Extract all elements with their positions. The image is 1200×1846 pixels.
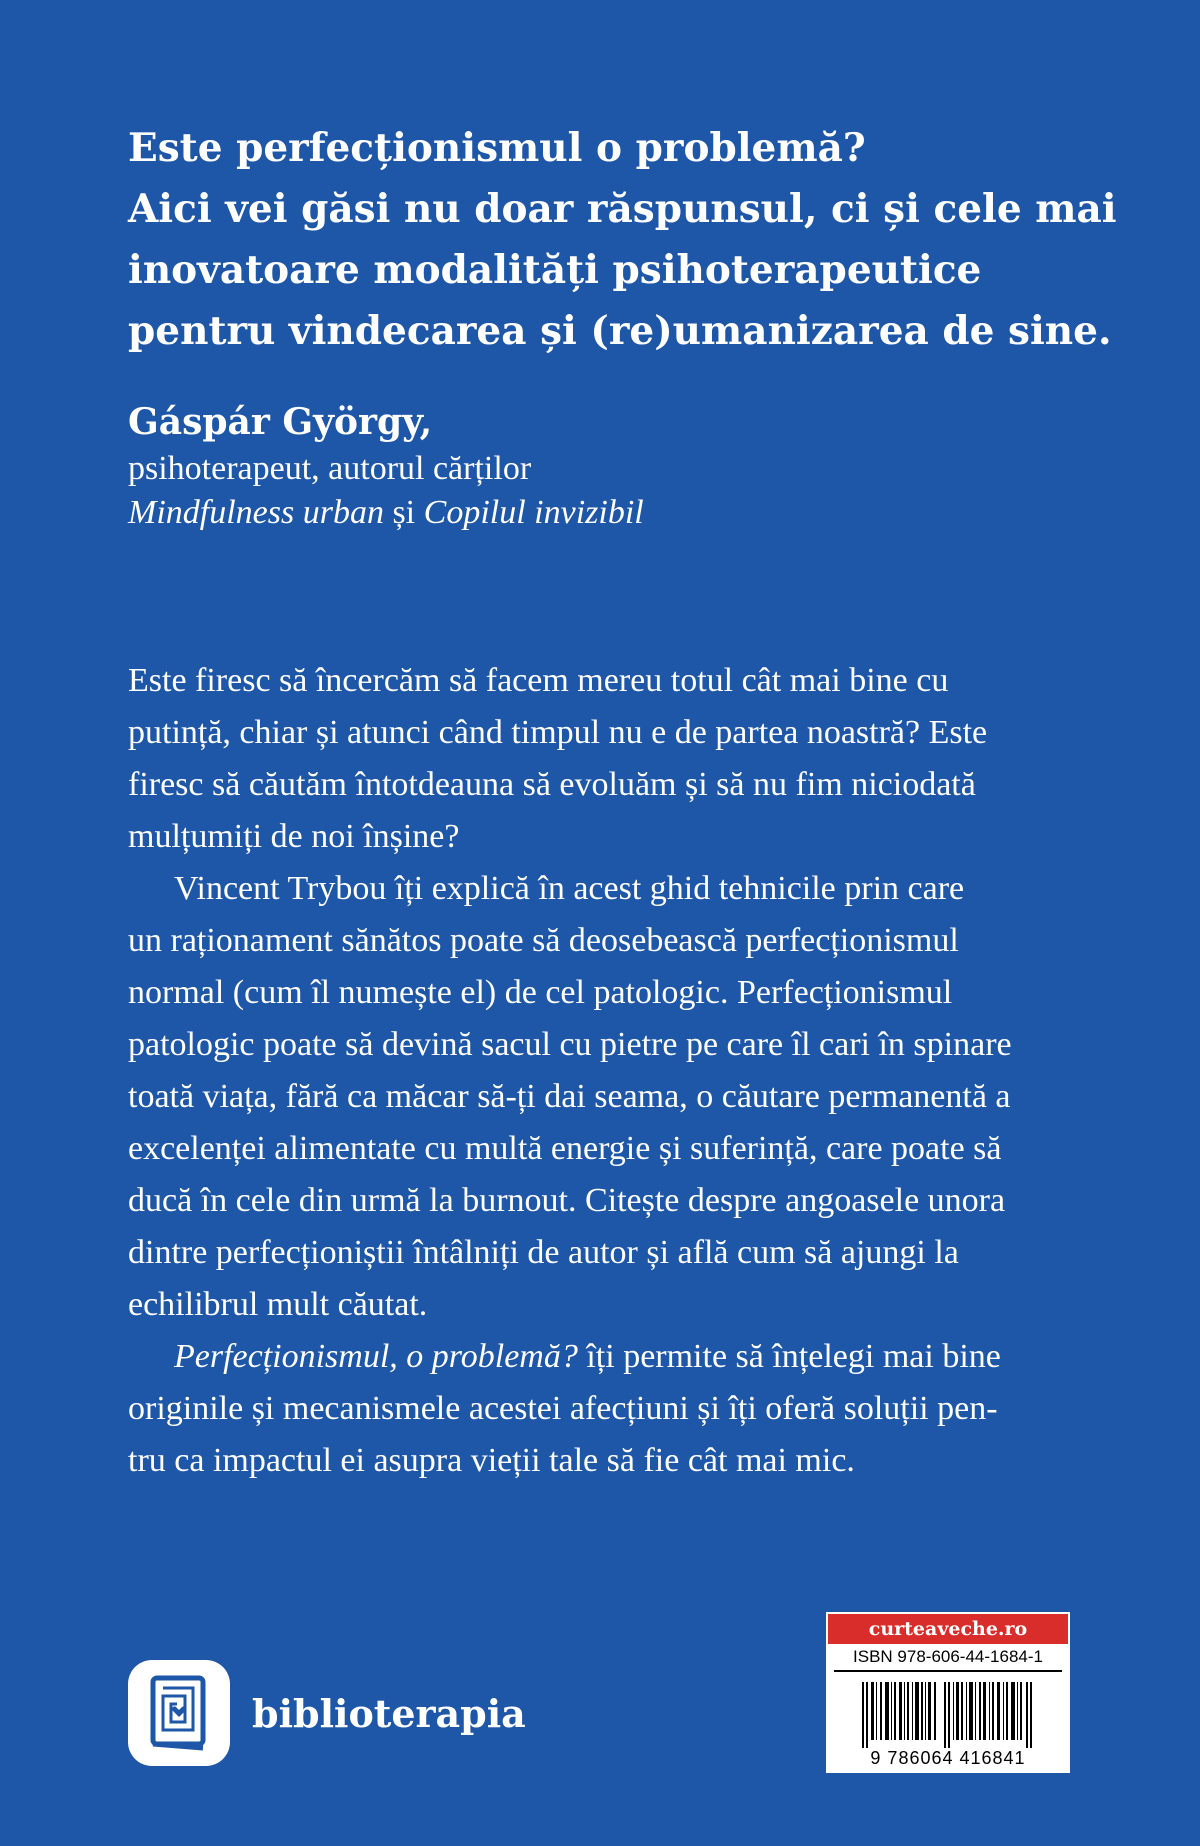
publisher-url: curteaveche.ro [828, 1614, 1068, 1644]
text-line: normal (cum îl numește el) de cel patologic. Perfecționismul [128, 974, 953, 1011]
blurb [128, 655, 1068, 1487]
text-line: patologic poate să devină sacul cu pietre pe care îl cari în spinare [128, 1026, 1012, 1063]
quote-line: inovatoare modalități psihoterapeutice [128, 247, 982, 293]
author-books [128, 492, 644, 534]
text-line: originile și mecanismele acestei afecțiuni și îți oferă soluții pen- [128, 1390, 998, 1427]
endorsement-quote [128, 118, 1117, 362]
text-line: Vincent Trybou îți explică în acest ghid tehnicile prin care [174, 870, 965, 907]
text-line: dintre perfecționiștii întâlniți de autor și află cum să ajungi la [128, 1234, 959, 1271]
maze-book-icon [128, 1660, 230, 1766]
blurb-paragraph [128, 1331, 1068, 1487]
text-line: putință, chiar și atunci când timpul nu e de partea noastră? Este [128, 714, 988, 751]
text-line: toată viața, fără ca măcar să-ți dai seama, o căutare permanentă a [128, 1078, 1011, 1115]
isbn-box [826, 1612, 1070, 1773]
publisher-series-logo [128, 1660, 526, 1766]
series-name: biblioterapia [252, 1690, 526, 1736]
barcode-digits: 9 786064 416841 [870, 1748, 1026, 1768]
isbn-number: ISBN 978-606-44-1684-1 [853, 1647, 1043, 1666]
text-line: mulțumiți de noi înșine? [128, 818, 460, 855]
text-line: firesc să căutăm întotdeauna să evoluăm și să nu fim niciodată [128, 766, 976, 803]
text-line: tru ca impactul ei asupra vieții tale să fie cât mai mic. [128, 1442, 855, 1479]
book-title: Mindfulness urban [128, 494, 384, 531]
text-fragment: îți permite să înțelegi mai bine [577, 1338, 1001, 1375]
book-conjunction: și [383, 494, 424, 531]
blurb-paragraph [128, 655, 1068, 863]
book-title: Copilul invizibil [423, 494, 644, 531]
text-line: excelenței alimentate cu multă energie și suferință, care poate să [128, 1130, 1002, 1167]
text-line [128, 1331, 1068, 1383]
blurb-paragraph [128, 863, 1068, 1331]
book-title: Perfecționismul, o problemă? [174, 1338, 578, 1375]
text-line: ducă în cele din urmă la burnout. Citește despre angoasele unora [128, 1182, 1006, 1219]
quote-line: pentru vindecarea și (re)umanizarea de sine. [128, 308, 1112, 354]
author-role: psihoterapeut, autorul cărților [128, 450, 532, 487]
text-line: Este firesc să încercăm să facem mereu totul cât mai bine cu [128, 662, 949, 699]
author-name: Gáspár György, [128, 401, 433, 443]
quote-line: Aici vei găsi nu doar răspunsul, ci și cele mai [128, 186, 1117, 232]
barcode [828, 1672, 1068, 1771]
text-line: un raționament sănătos poate să deosebească perfecționismul [128, 922, 959, 959]
quote-line: Este perfecționismul o problemă? [128, 125, 866, 171]
text-line: echilibrul mult căutat. [128, 1286, 428, 1323]
